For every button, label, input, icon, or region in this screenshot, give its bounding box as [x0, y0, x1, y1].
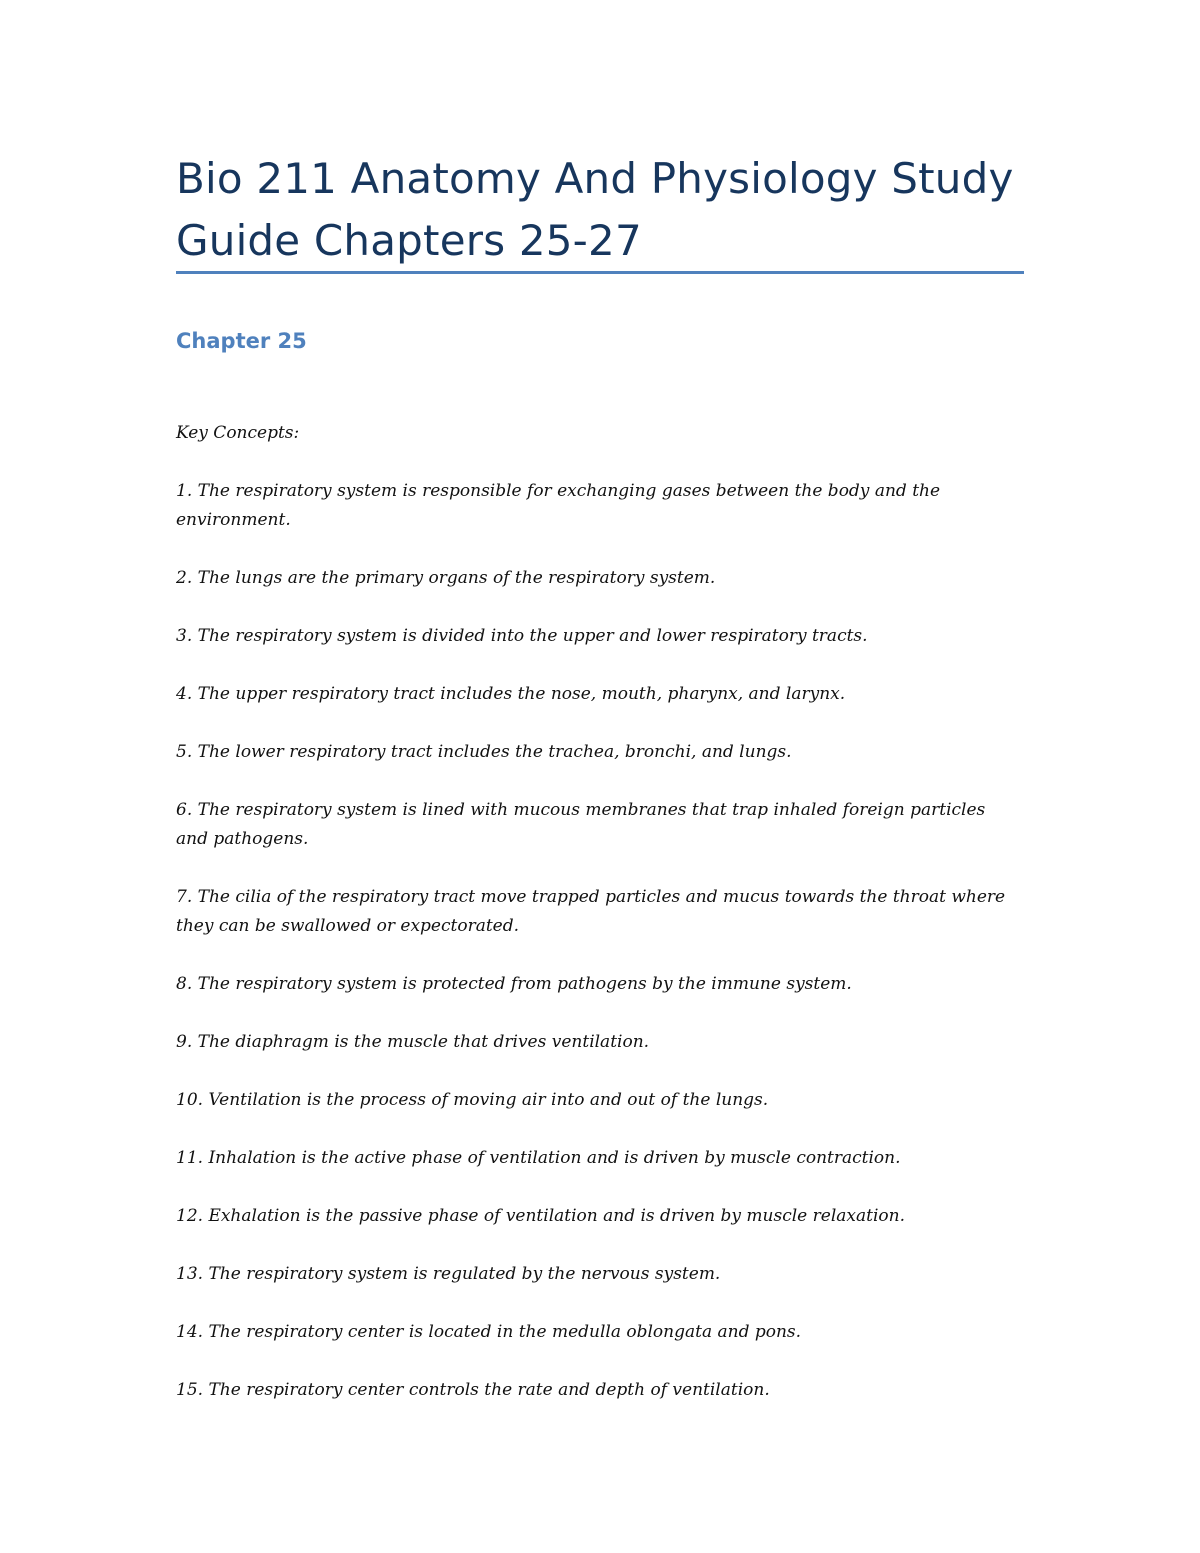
title-underline [176, 271, 1024, 274]
list-item: 15. The respiratory center controls the rate and depth of ventilation. [176, 1380, 770, 1400]
list-item: 1. The respiratory system is responsible for exchanging gases between the body and the environment. [176, 481, 941, 530]
list-item: 3. The respiratory system is divided into the upper and lower respiratory tracts. [176, 626, 868, 646]
list-item: 10. Ventilation is the process of moving air into and out of the lungs. [176, 1090, 769, 1110]
list-item: 14. The respiratory center is located in the medulla oblongata and pons. [176, 1322, 802, 1342]
list-item: 8. The respiratory system is protected from pathogens by the immune system. [176, 974, 852, 994]
key-concepts-label: Key Concepts: [176, 423, 300, 443]
list-item: 13. The respiratory system is regulated by the nervous system. [176, 1264, 721, 1284]
list-item: 5. The lower respiratory tract includes the trachea, bronchi, and lungs. [176, 742, 792, 762]
list-item: 11. Inhalation is the active phase of ventilation and is driven by muscle contraction. [176, 1148, 901, 1168]
list-item: 7. The cilia of the respiratory tract move trapped particles and mucus towards the throat where they can be swallowed or expectorated. [176, 887, 1006, 936]
list-item: 12. Exhalation is the passive phase of ventilation and is driven by muscle relaxation. [176, 1206, 905, 1226]
list-item: 2. The lungs are the primary organs of the respiratory system. [176, 568, 716, 588]
list-item: 6. The respiratory system is lined with mucous membranes that trap inhaled foreign particles and pathogens. [176, 800, 986, 849]
document-title: Bio 211 Anatomy And Physiology Study Guide Chapters 25-27 [176, 154, 1014, 265]
chapter-heading: Chapter 25 [176, 329, 307, 353]
list-item: 9. The diaphragm is the muscle that drives ventilation. [176, 1032, 650, 1052]
list-item: 4. The upper respiratory tract includes the nose, mouth, pharynx, and larynx. [176, 684, 846, 704]
